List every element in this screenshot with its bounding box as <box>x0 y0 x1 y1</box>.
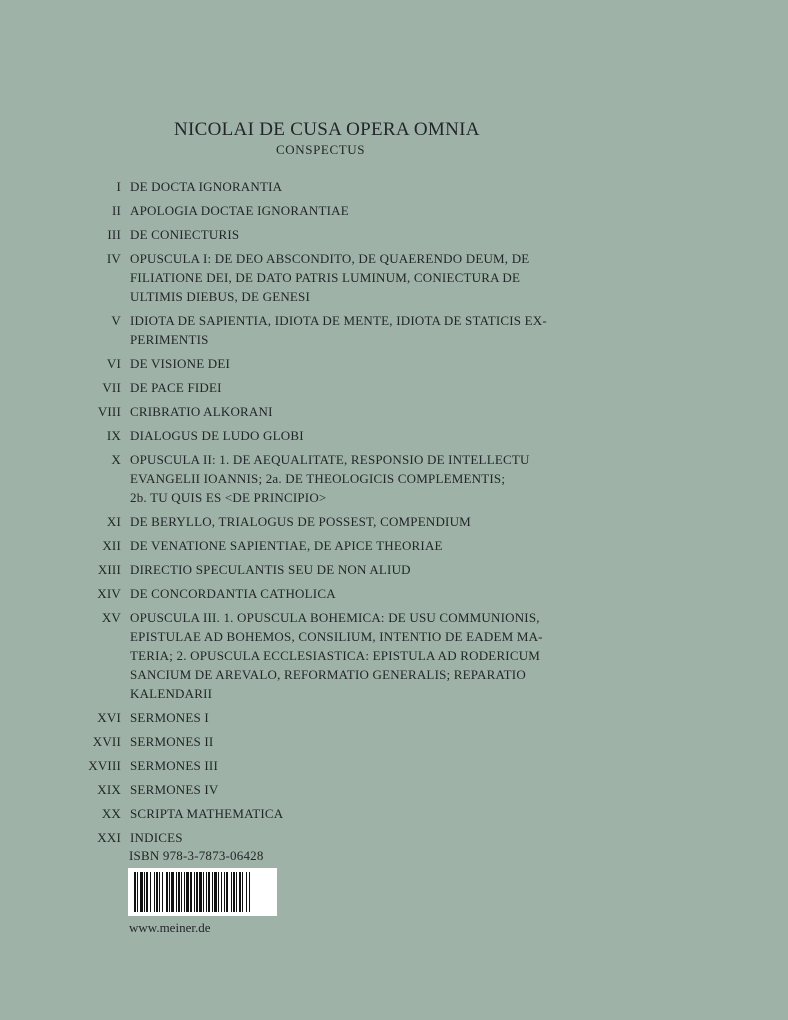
volume-number: VII <box>102 380 121 395</box>
volume-title-line: APOLOGIA DOCTAE IGNORANTIAE <box>130 203 349 218</box>
volume-title-line: DE DOCTA IGNORANTIA <box>130 179 283 194</box>
volume-number: V <box>111 313 121 328</box>
volume-title-line: DE CONCORDANTIA CATHOLICA <box>130 586 336 601</box>
volume-entry <box>60 426 580 445</box>
volume-number: XIX <box>97 782 121 797</box>
volume-title-line: ULTIMIS DIEBUS, DE GENESI <box>130 289 311 304</box>
barcode-bar <box>171 872 174 912</box>
volume-title <box>130 426 570 445</box>
barcode-bar <box>154 872 155 912</box>
volume-entry <box>60 780 580 799</box>
volume-entry <box>60 560 580 579</box>
volume-entry <box>60 536 580 555</box>
barcode-bar <box>184 872 185 912</box>
volume-title-line: KALENDARII <box>130 686 213 701</box>
barcode-bar <box>146 872 148 912</box>
volume-title-line: EVANGELII IOANNIS; 2a. DE THEOLOGICIS COMPLEMENTIS; <box>130 471 506 486</box>
volume-title-line: SERMONES III <box>130 758 218 773</box>
volume-number: VI <box>106 356 121 371</box>
series-title: NICOLAI DE CUSA OPERA OMNIA <box>174 119 480 140</box>
volume-title-line: SERMONES I <box>130 710 209 725</box>
volume-title-line: DE VENATIONE SAPIENTIAE, DE APICE THEORIAE <box>130 538 443 553</box>
barcode-bar <box>176 872 177 912</box>
volume-title-line: CRIBRATIO ALKORANI <box>130 404 273 419</box>
volume-number: VIII <box>97 404 121 419</box>
volume-title <box>130 201 570 220</box>
barcode-bar <box>134 872 136 912</box>
volume-title <box>130 536 570 555</box>
volume-number: IX <box>106 428 121 443</box>
barcode-bar <box>233 872 235 912</box>
volume-title-line: IDIOTA DE SAPIENTIA, IDIOTA DE MENTE, IDIOTA DE STATICIS EX- <box>130 313 547 328</box>
volume-entry <box>60 354 580 373</box>
volume-title <box>130 708 570 727</box>
barcode-bar <box>178 872 180 912</box>
volume-title-line: DIALOGUS DE LUDO GLOBI <box>130 428 304 443</box>
volume-title <box>130 402 570 421</box>
volume-title-line: DIRECTIO SPECULANTIS SEU DE NON ALIUD <box>130 562 411 577</box>
barcode-bar <box>150 872 151 912</box>
barcode-bar <box>212 872 213 912</box>
volume-number: XV <box>101 610 121 625</box>
barcode-bar <box>242 872 243 912</box>
volume-list <box>60 177 580 852</box>
barcode-bar <box>199 872 202 912</box>
volume-entry <box>60 378 580 397</box>
volume-number: XII <box>102 538 121 553</box>
volume-entry <box>60 584 580 603</box>
volume-number: XI <box>106 514 121 529</box>
barcode-bar <box>206 872 207 912</box>
volume-title <box>130 780 570 799</box>
publisher-website: www.meiner.de <box>129 920 211 935</box>
volume-entry <box>60 249 580 306</box>
volume-title <box>130 225 570 244</box>
volume-number: XVI <box>97 710 121 725</box>
volume-entry <box>60 225 580 244</box>
volume-entry <box>60 608 580 703</box>
volume-number: XIII <box>97 562 121 577</box>
volume-title <box>130 450 570 507</box>
volume-number: II <box>111 203 121 218</box>
volume-title-line: OPUSCULA I: DE DEO ABSCONDITO, DE QUAERENDO DEUM, DE <box>130 251 530 266</box>
volume-title <box>130 828 570 847</box>
volume-number: XIV <box>97 586 121 601</box>
volume-entry <box>60 177 580 196</box>
barcode-bar <box>226 872 228 912</box>
barcode-bar <box>203 872 204 912</box>
volume-title <box>130 756 570 775</box>
barcode-bar <box>166 872 168 912</box>
volume-entry <box>60 450 580 507</box>
volume-title-line: DE VISIONE DEI <box>130 356 231 371</box>
volume-title-line: OPUSCULA II: 1. DE AEQUALITATE, RESPONSIO DE INTELLECTU <box>130 452 530 467</box>
volume-number: I <box>116 179 121 194</box>
volume-entry <box>60 402 580 421</box>
volume-title <box>130 804 570 823</box>
isbn-number: ISBN 978-3-7873-06428 <box>129 848 264 863</box>
volume-title-line: EPISTULAE AD BOHEMOS, CONSILIUM, INTENTIO DE EADEM MA- <box>130 629 543 644</box>
volume-title <box>130 584 570 603</box>
volume-entry <box>60 732 580 751</box>
barcode-bar <box>156 872 158 912</box>
volume-entry <box>60 756 580 775</box>
volume-title-line: DE BERYLLO, TRIALOGUS DE POSSEST, COMPENDIUM <box>130 514 471 529</box>
barcode-bar <box>249 872 250 912</box>
series-subtitle: CONSPECTUS <box>276 142 366 157</box>
volume-title <box>130 608 570 703</box>
volume-title <box>130 354 570 373</box>
volume-title-line: DE CONIECTURIS <box>130 227 240 242</box>
volume-entry <box>60 828 580 847</box>
barcode-bar <box>140 872 143 912</box>
volume-entry <box>60 512 580 531</box>
volume-title-line: SCRIPTA MATHEMATICA <box>130 806 284 821</box>
barcode-bar <box>208 872 210 912</box>
volume-entry <box>60 201 580 220</box>
barcode-bar <box>214 872 217 912</box>
barcode-bar <box>181 872 182 912</box>
barcode-bar <box>196 872 198 912</box>
barcode <box>128 868 277 916</box>
volume-title-line: INDICES <box>130 830 183 845</box>
barcode-bar <box>169 872 170 912</box>
volume-number: XX <box>101 806 121 821</box>
barcode-bar <box>137 872 138 912</box>
volume-entry <box>60 311 580 349</box>
barcode-bar <box>190 872 192 912</box>
volume-number: XVIII <box>88 758 121 773</box>
barcode-bar <box>224 872 225 912</box>
barcode-bar <box>221 872 222 912</box>
volume-title <box>130 249 570 306</box>
barcode-graphic <box>128 868 277 916</box>
volume-title-line: FILIATIONE DEI, DE DATO PATRIS LUMINUM, CONIECTURA DE <box>130 270 521 285</box>
barcode-bar <box>144 872 145 912</box>
volume-title <box>130 311 570 349</box>
volume-title-line: SANCIUM DE AREVALO, REFORMATIO GENERALIS; REPARATIO <box>130 667 526 682</box>
barcode-bar <box>236 872 237 912</box>
volume-entry <box>60 708 580 727</box>
volume-title-line: DE PACE FIDEI <box>130 380 222 395</box>
barcode-bar <box>246 872 247 912</box>
volume-number: X <box>111 452 121 467</box>
volume-title-line: SERMONES II <box>130 734 214 749</box>
barcode-bar <box>218 872 219 912</box>
volume-title <box>130 512 570 531</box>
volume-title-line: SERMONES IV <box>130 782 219 797</box>
volume-title-line: OPUSCULA III. 1. OPUSCULA BOHEMICA: DE USU COMMUNIONIS, <box>130 610 540 625</box>
volume-number: IV <box>106 251 121 266</box>
volume-title <box>130 378 570 397</box>
volume-number: XXI <box>97 830 121 845</box>
volume-number: XVII <box>92 734 121 749</box>
volume-title <box>130 177 570 196</box>
barcode-bar <box>194 872 195 912</box>
volume-title-line: 2b. TU QUIS ES <DE PRINCIPIO> <box>130 490 327 505</box>
barcode-bar <box>239 872 241 912</box>
barcode-bar <box>231 872 232 912</box>
volume-title <box>130 560 570 579</box>
barcode-bar <box>186 872 189 912</box>
volume-number: III <box>107 227 121 242</box>
barcode-bar <box>162 872 163 912</box>
volume-title-line: TERIA; 2. OPUSCULA ECCLESIASTICA: EPISTULA AD RODERICUM <box>130 648 541 663</box>
volume-title <box>130 732 570 751</box>
barcode-bar <box>159 872 160 912</box>
volume-entry <box>60 804 580 823</box>
volume-title-line: PERIMENTIS <box>130 332 209 347</box>
